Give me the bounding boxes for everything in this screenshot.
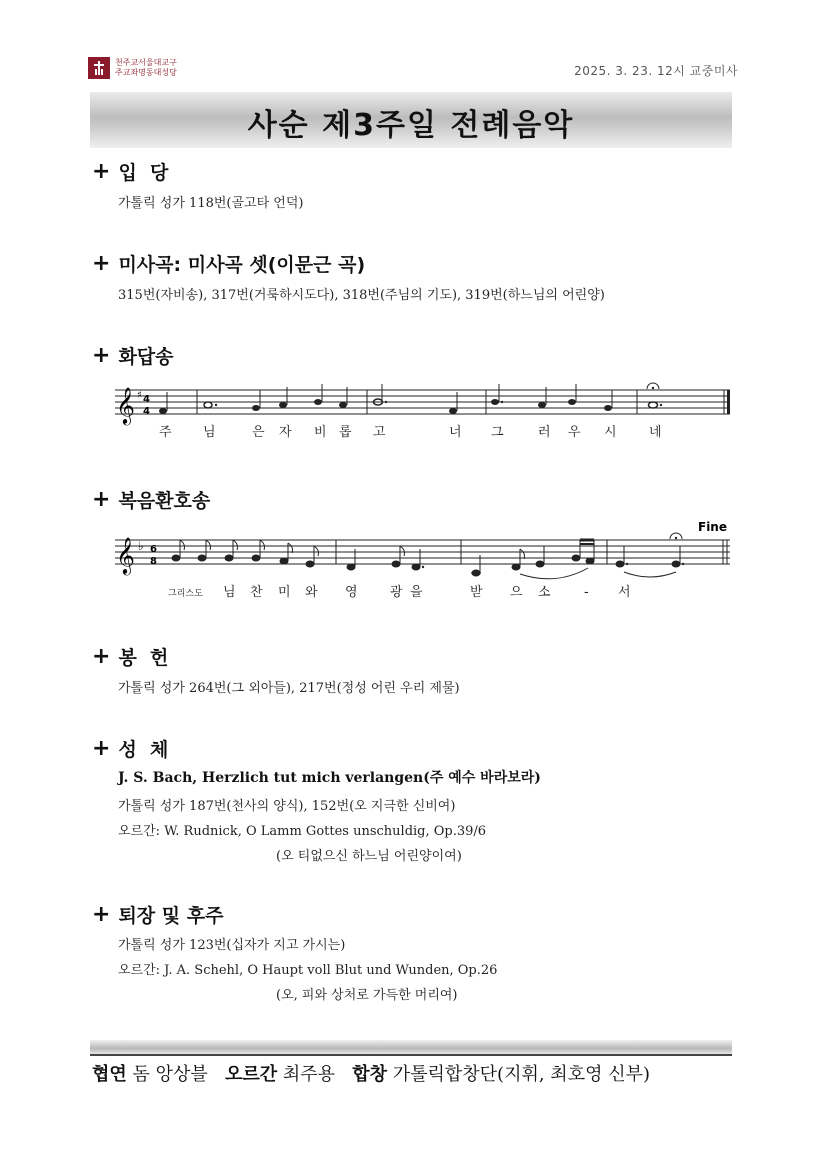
recessional-hymn: 가톨릭 성가 123번(십자가 지고 가시는) (118, 938, 346, 953)
footer-divider (90, 1054, 732, 1056)
treble-clef-icon: 𝄞 (116, 386, 135, 424)
mass-parts: 315번(자비송), 317번(거룩하시도다), 318번(주님의 기도), 319번(하느님의 어린양) (118, 288, 605, 303)
heading-text: 입 당 (118, 162, 169, 184)
svg-text:8: 8 (150, 556, 157, 567)
section-gospel-heading (92, 486, 210, 513)
lyric: 네 (649, 425, 662, 440)
lyric: - (584, 585, 589, 600)
footer-value: 최주용 (282, 1064, 336, 1085)
org-line-2: 주교좌명동대성당 (115, 68, 177, 77)
lyric: 미 (278, 585, 291, 600)
communion-choir-piece: J. S. Bach, Herzlich tut mich verlangen(주 예수 바라보라) (118, 770, 541, 786)
heading-text: 화답송 (118, 346, 174, 368)
lyric: 은 (252, 425, 265, 440)
lyric: 님 (223, 585, 236, 600)
recessional-organ: 오르간: J. A. Schehl, O Haupt voll Blut und Wunden, Op.26 (118, 963, 498, 978)
cross-plus-icon: + (92, 251, 111, 276)
svg-text:4: 4 (143, 394, 150, 405)
heading-text: 성 체 (118, 739, 169, 761)
svg-text:♭: ♭ (138, 539, 144, 553)
lyric: 을 (410, 585, 423, 600)
title-banner (90, 92, 732, 148)
cross-plus-icon: + (92, 644, 111, 669)
section-entrance-heading (92, 158, 168, 185)
fine-marking: Fine (698, 520, 727, 534)
gospel-lyrics (168, 584, 631, 600)
communion-hymns: 가톨릭 성가 187번(천사의 양식), 152번(오 지극한 신비여) (118, 799, 456, 814)
cross-plus-icon: + (92, 159, 111, 184)
treble-clef-icon: 𝄞 (116, 536, 135, 574)
footer-label: 합창 (352, 1064, 387, 1085)
recessional-organ-translation: (오, 피와 상처로 가득한 머리여) (276, 988, 458, 1003)
communion-organ-translation: (오 티없으신 하느님 어린양이여) (276, 849, 462, 864)
lyric: 우 (568, 425, 581, 440)
lyric: 비 (314, 425, 327, 440)
lyric: 와 (305, 585, 318, 600)
lyric: 서 (618, 585, 631, 600)
heading-text: 미사곡: 미사곡 셋(이문근 곡) (118, 254, 366, 276)
lyric: 그 (491, 425, 504, 440)
heading-text: 퇴장 및 후주 (118, 905, 224, 927)
cathedral-logo (88, 57, 177, 79)
lyric: 러 (538, 425, 551, 440)
section-communion-heading (92, 735, 168, 762)
lyric: 광 (390, 585, 403, 600)
section-recessional-heading (92, 901, 223, 928)
footer-label: 오르간 (224, 1064, 278, 1085)
lyric: 롭 (339, 425, 352, 440)
entrance-hymn: 가톨릭 성가 118번(골고타 언덕) (118, 196, 304, 211)
svg-text:4: 4 (143, 406, 150, 417)
section-mass-heading (92, 250, 365, 277)
lyric: 시 (604, 425, 617, 440)
lyric: 고 (373, 425, 386, 440)
mass-date: 2025. 3. 23. 12시 교중미사 (574, 64, 738, 78)
lyric: 받 (470, 585, 483, 600)
lyric: 자 (279, 425, 292, 440)
heading-text: 봉 헌 (118, 647, 169, 669)
lyric: 영 (345, 585, 358, 600)
section-psalm-heading (92, 342, 174, 369)
svg-text:♯: ♯ (137, 390, 142, 401)
cross-plus-icon: + (92, 487, 111, 512)
cross-plus-icon: + (92, 902, 111, 927)
cross-plus-icon: + (92, 736, 111, 761)
footer-value: 돔 앙상블 (132, 1064, 208, 1085)
lyric: 주 (159, 425, 172, 440)
svg-text:6: 6 (150, 544, 157, 555)
heading-text: 복음환호송 (118, 490, 211, 512)
lyric: 님 (203, 425, 216, 440)
footer-band (90, 1040, 732, 1054)
psalm-lyrics (159, 424, 662, 440)
cross-plus-icon: + (92, 343, 111, 368)
cross-emblem-icon (88, 57, 110, 79)
footer-label: 협연 (92, 1064, 127, 1085)
footer-value: 가톨릭합창단(지휘, 최호영 신부) (392, 1064, 650, 1085)
lyric: 너 (449, 425, 462, 440)
communion-organ: 오르간: W. Rudnick, O Lamm Gottes unschuldig, Op.39/6 (118, 824, 487, 839)
gospel-score (110, 516, 740, 606)
lyric: 소 (538, 585, 551, 600)
performers-footer (92, 1060, 650, 1086)
org-line-1: 천주교서울대교구 (115, 58, 177, 67)
lyric: 그리스도 (168, 589, 203, 599)
lyric: 으 (510, 585, 523, 600)
section-offertory-heading (92, 643, 168, 670)
page-title: 사순 제3주일 전례음악 (247, 108, 575, 143)
psalm-score (110, 378, 740, 448)
lyric: 찬 (250, 585, 263, 600)
offertory-hymns: 가톨릭 성가 264번(그 외아들), 217번(정성 어린 우리 제물) (118, 681, 460, 696)
